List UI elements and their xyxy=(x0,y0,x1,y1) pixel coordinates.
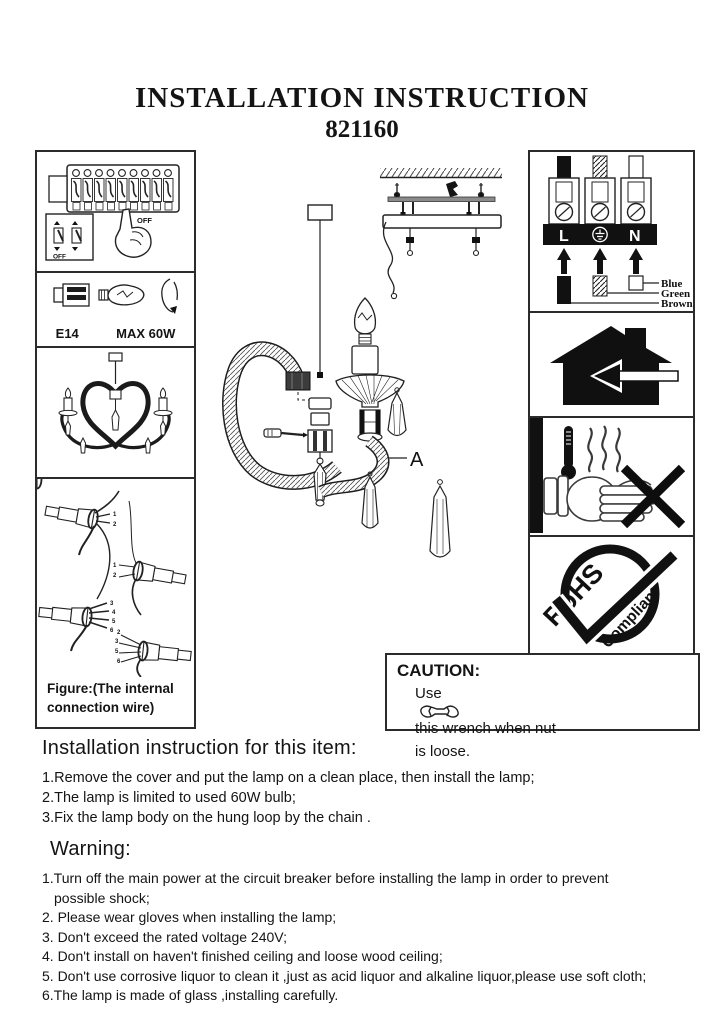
bulb-spec-icons xyxy=(37,273,194,321)
terminal-wiring-panel xyxy=(530,152,693,311)
bulb-spec-labels xyxy=(37,326,194,341)
model-number: 821160 xyxy=(325,116,399,143)
instructions-heading: Installation instruction for this item: xyxy=(42,737,357,759)
instruction-item: 1.Remove the cover and put the lamp on a clean place, then install the lamp; xyxy=(42,770,535,786)
warning-item: 1.Turn off the main power at the circuit breaker before installing the lamp in order to prevent xyxy=(42,870,609,886)
right-panel-column xyxy=(528,150,695,656)
rohs-text: RoHS xyxy=(537,557,610,632)
assembly-diagram xyxy=(195,150,535,675)
figure-caption-line2: connection wire) xyxy=(47,700,155,715)
left-candle xyxy=(59,388,77,435)
blue-wire-label: Blue xyxy=(661,278,683,290)
wrench-icon xyxy=(419,704,459,719)
wattage-label: MAX 60W xyxy=(116,326,176,341)
arm-ferrule xyxy=(286,372,310,390)
wire-number: 2 xyxy=(113,522,117,528)
thermometer-icon xyxy=(561,426,576,480)
right-candle xyxy=(154,388,172,435)
installation-instructions xyxy=(42,737,718,828)
instruction-item: 3.Fix the lamp body on the hung loop by the chain . xyxy=(42,810,371,826)
wire-number: 2 xyxy=(117,630,121,636)
live-terminal-label: L xyxy=(559,228,569,245)
warning-section xyxy=(42,838,718,1006)
caution-line1 xyxy=(415,684,690,739)
wire-number: 3 xyxy=(115,639,119,645)
brown-wire-label: Brown xyxy=(661,298,693,307)
circuit-breaker-icon xyxy=(37,152,194,267)
figure-caption xyxy=(47,679,174,717)
figure-caption-line1: Figure:(The internal xyxy=(47,681,174,696)
warning-item: 4. Don't install on haven't finished ceiling and loose wood ceiling; xyxy=(42,948,443,964)
rohs-logo xyxy=(530,537,693,652)
left-panel-column xyxy=(35,150,196,729)
socket-type-label: E14 xyxy=(55,326,79,341)
circuit-breaker-panel xyxy=(37,152,194,271)
heat-waves-icon xyxy=(588,426,620,472)
wire-number: 3 xyxy=(110,601,114,607)
canopy-and-rod xyxy=(308,205,332,378)
wire-number: 4 xyxy=(112,610,116,616)
rohs-compliant-text: Compliant xyxy=(598,584,663,652)
wire-number: 5 xyxy=(115,649,119,655)
warning-item: 6.The lamp is made of glass ,installing carefully. xyxy=(42,987,339,1003)
wire-number: 2 xyxy=(113,573,117,579)
internal-wiring-panel xyxy=(37,477,194,727)
caution-text-post: this wrench when nut xyxy=(415,720,556,737)
off-inset-label: OFF xyxy=(53,253,66,261)
indoor-use-panel xyxy=(530,311,693,416)
bulb-icon xyxy=(355,298,376,334)
chandelier-icon xyxy=(37,348,194,477)
header xyxy=(0,82,724,144)
bulb-spec-panel xyxy=(37,271,194,346)
green-wire-label: Green xyxy=(661,288,691,300)
caution-line2: is loose. xyxy=(415,743,471,760)
instructions-list xyxy=(42,768,718,828)
wire-number: 1 xyxy=(113,512,117,518)
warning-item: 3. Don't exceed the rated voltage 240V; xyxy=(42,928,287,945)
rotate-arrow-icon xyxy=(162,279,178,314)
socket-cylinder xyxy=(352,346,378,374)
screw-icon xyxy=(264,429,308,438)
ceiling-mount xyxy=(380,168,502,299)
warning-list xyxy=(42,869,718,1006)
wire-number: 5 xyxy=(112,619,116,625)
caution-heading: CAUTION: xyxy=(397,661,481,680)
hook-icon xyxy=(446,181,458,197)
warning-heading: Warning: xyxy=(50,838,131,860)
warning-item-continuation: possible shock; xyxy=(54,889,150,906)
wire-number: 6 xyxy=(117,659,121,665)
candle-bulb-icon xyxy=(99,285,144,305)
off-label: OFF xyxy=(137,216,152,225)
hot-surface-panel xyxy=(530,416,693,535)
wire-number: 1 xyxy=(113,563,117,569)
rohs-panel xyxy=(530,535,693,654)
chandelier-panel xyxy=(37,346,194,477)
internal-wiring-figure xyxy=(37,479,194,677)
wire-number: 6 xyxy=(110,628,114,634)
caution-box xyxy=(385,653,700,760)
page-title: INSTALLATION INSTRUCTION xyxy=(134,82,589,114)
neutral-terminal-label: N xyxy=(629,228,641,245)
caution-text-pre: Use xyxy=(415,685,442,702)
warning-item: 5. Don't use corrosive liquor to clean it ,just as acid liquor and alkaline liquor,please use soft cloth; xyxy=(42,967,647,984)
terminal-wiring-diagram xyxy=(530,152,693,307)
part-label-a: A xyxy=(410,449,424,471)
indoor-use-icon xyxy=(530,313,693,414)
instruction-item: 2.The lamp is limited to used 60W bulb; xyxy=(42,790,296,806)
hot-surface-icon xyxy=(530,418,693,533)
e14-socket-icon xyxy=(54,284,89,306)
warning-item: 2. Please wear gloves when installing the lamp; xyxy=(42,909,337,925)
